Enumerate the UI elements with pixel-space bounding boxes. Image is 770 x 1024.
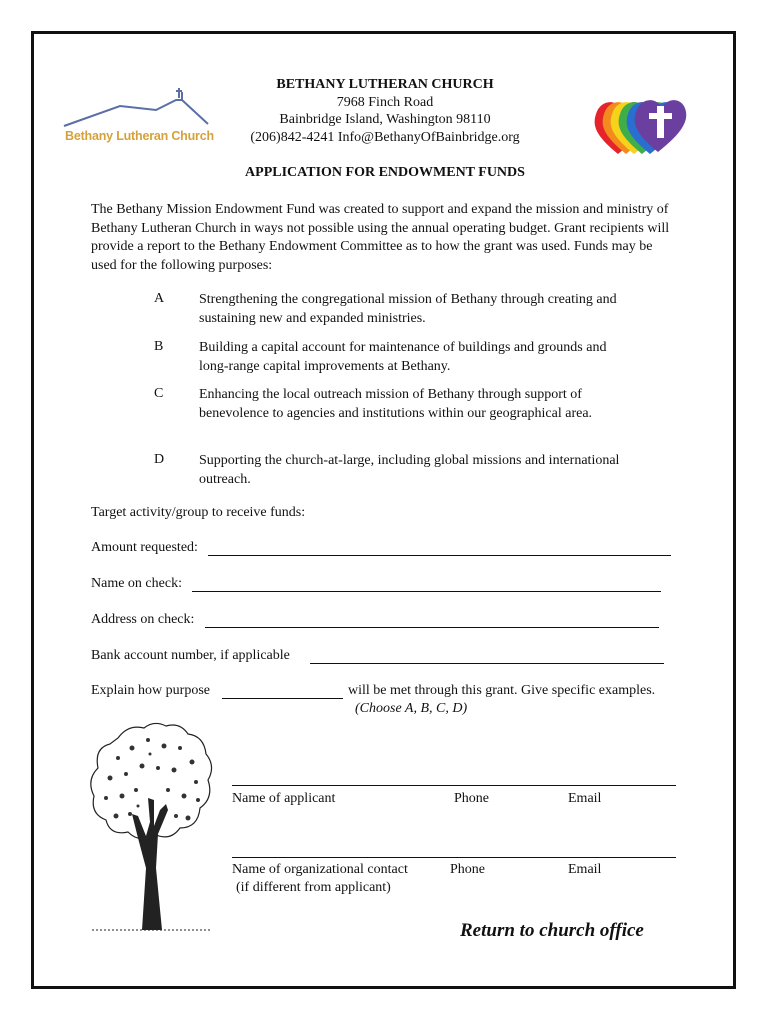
intro-paragraph: The Bethany Mission Endowment Fund was created to support and expand the mission and ministry of Bethany Lutheran Church in ways not possible using the annual operating budget. Grant recipients will provide a report to the Bethany Endowment Committee as to how the grant was used. Funds may be used for the following purposes: [91,202,670,273]
purpose-text-a: Strengthening the congregational mission of Bethany through creating and sustaining new and expanded ministries. [199,292,617,326]
address-on-check-field[interactable] [205,627,659,628]
church-street: 7968 Finch Road [336,94,434,110]
purpose-letter-d: D [154,452,165,467]
bank-account-field[interactable] [310,663,664,664]
purpose-text-d: Supporting the church-at-large, including global missions and international outreach. [199,453,620,487]
purpose-letter-b: B [154,339,164,354]
contact-name-note: (if different from applicant) [236,880,391,895]
purpose-letter-c: C [154,386,164,401]
purpose-text-b: Building a capital account for maintenance of buildings and grounds and long-range capital improvements at Bethany. [199,340,607,374]
applicant-phone-label: Phone [454,791,489,806]
applicant-signature-line[interactable] [232,785,676,786]
church-name: BETHANY LUTHERAN CHURCH [276,77,494,92]
explain-purpose-label: Explain how purpose [91,683,210,698]
bank-account-label: Bank account number, if applicable [91,648,290,663]
target-activity-label: Target activity/group to receive funds: [91,505,306,520]
contact-signature-line[interactable] [232,857,676,858]
purpose-letter-a: A [154,291,165,306]
contact-phone-label: Phone [450,862,485,877]
amount-requested-field[interactable] [208,555,671,556]
applicant-name-label: Name of applicant [232,791,336,806]
rainbow-heart-cross-icon [592,92,688,156]
address-on-check-label: Address on check: [91,612,195,627]
name-on-check-label: Name on check: [91,576,182,591]
church-contact: (206)842-4241 Info@BethanyOfBainbridge.org [250,129,520,145]
purpose-choice-field[interactable] [222,698,343,699]
name-on-check-field[interactable] [192,591,661,592]
logo-text: Bethany Lutheran Church [65,129,214,143]
church-city: Bainbridge Island, Washington 98110 [279,112,491,127]
explain-purpose-suffix: will be met through this grant. Give specific examples. [348,683,656,698]
church-header [220,76,550,146]
amount-requested-label: Amount requested: [91,540,198,555]
contact-email-label: Email [568,862,602,877]
choose-hint: (Choose A, B, C, D) [355,701,468,716]
return-note: Return to church office [460,920,644,941]
logo-roofline [64,88,208,126]
purpose-text-c: Enhancing the local outreach mission of Bethany through support of benevolence to agencies and institutions within our geographical area. [199,387,593,421]
tree-trunk [132,798,168,930]
rainbow-hearts [595,100,687,154]
applicant-email-label: Email [568,791,602,806]
form-title: APPLICATION FOR ENDOWMENT FUNDS [245,165,525,180]
contact-name-label: Name of organizational contact [232,862,408,877]
tree-illustration [88,718,216,932]
